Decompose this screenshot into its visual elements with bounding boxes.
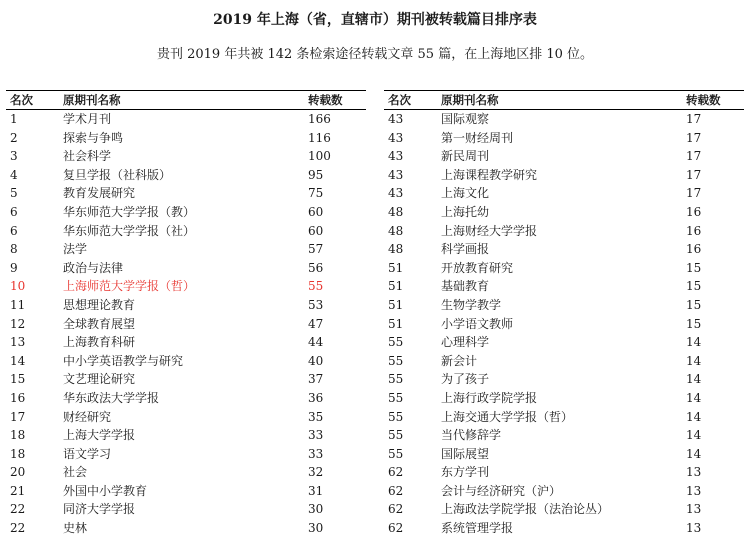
rank-cell: 9: [10, 260, 18, 275]
table-row: [384, 110, 744, 129]
journal-name-cell: 会计与经济研究（沪）: [441, 483, 562, 498]
count-cell: 166: [308, 112, 331, 126]
rank-cell: 22: [10, 521, 26, 536]
ranking-table-right: [384, 90, 744, 538]
table-row: [6, 426, 366, 445]
rank-cell: 20: [10, 465, 26, 480]
count-cell: 14: [686, 446, 702, 461]
rank-cell: 62: [388, 502, 404, 517]
table-header: [6, 90, 366, 110]
count-cell: 53: [308, 297, 324, 312]
rank-cell: 51: [388, 316, 404, 331]
table-row-highlighted: [6, 277, 366, 296]
rank-cell: 51: [388, 297, 404, 312]
count-cell: 13: [686, 502, 702, 517]
journal-name-cell: 上海教育科研: [63, 335, 136, 350]
rank-cell: 48: [388, 204, 404, 219]
count-cell: 15: [686, 260, 702, 275]
journal-name-cell: 上海交通大学学报（哲）: [441, 409, 574, 424]
table-row: [384, 408, 744, 427]
count-cell: 14: [686, 353, 702, 368]
journal-name-cell: 上海托幼: [441, 204, 490, 219]
count-cell: 30: [308, 502, 324, 517]
journal-name-cell: 华东师范大学学报（教）: [63, 204, 196, 219]
journal-name-cell: 学术月刊: [63, 112, 112, 126]
journal-name-cell: 当代修辞学: [441, 428, 502, 443]
table-row: [6, 333, 366, 352]
rank-cell: 6: [10, 223, 18, 238]
journal-name-cell: 同济大学学报: [63, 502, 136, 517]
journal-name-cell: 基础教育: [441, 279, 490, 294]
table-row: [6, 222, 366, 241]
rank-cell: 55: [388, 428, 404, 443]
table-row: [384, 203, 744, 222]
rank-cell: 3: [10, 149, 18, 164]
rank-cell: 43: [388, 149, 404, 164]
rank-cell: 18: [10, 446, 26, 461]
table-row: [384, 277, 744, 296]
rank-cell: 48: [388, 242, 404, 257]
count-cell: 15: [686, 279, 702, 294]
table-row: [384, 519, 744, 538]
table-body-left: [6, 110, 366, 538]
count-cell: 15: [686, 316, 702, 331]
rank-cell: 55: [388, 446, 404, 461]
rank-cell: 5: [10, 186, 18, 201]
rank-cell: 14: [10, 353, 26, 368]
rank-cell: 62: [388, 483, 404, 498]
count-cell: 75: [308, 186, 324, 201]
journal-name-cell: 上海文化: [441, 186, 490, 201]
rank-cell: 51: [388, 260, 404, 275]
table-row: [6, 184, 366, 203]
journal-name-cell: 上海行政学院学报: [441, 390, 538, 405]
journal-name-cell: 上海财经大学学报: [441, 223, 538, 238]
count-cell: 16: [686, 242, 702, 257]
rank-column-header: 名次: [388, 93, 411, 107]
count-cell: 16: [686, 204, 702, 219]
count-cell: 14: [686, 372, 702, 387]
rank-cell: 18: [10, 428, 26, 443]
table-row: [384, 315, 744, 334]
journal-name-cell: 上海政法学院学报（法治论丛）: [441, 502, 610, 517]
table-row: [384, 222, 744, 241]
count-cell: 30: [308, 521, 324, 536]
count-cell: 33: [308, 428, 324, 443]
count-cell: 44: [308, 335, 324, 350]
journal-name-cell: 语文学习: [63, 446, 112, 461]
count-cell: 100: [308, 149, 331, 164]
journal-name-cell: 第一财经周刊: [441, 130, 514, 145]
table-header: [384, 90, 744, 110]
count-cell: 36: [308, 390, 324, 405]
page-subtitle: 贵刊 2019 年共被 142 条检索途径转载文章 55 篇，在上海地区排 10 位。: [156, 47, 594, 62]
journal-name-cell: 华东师范大学学报（社）: [63, 223, 196, 238]
count-cell: 33: [308, 446, 324, 461]
table-row: [384, 166, 744, 185]
count-cell: 17: [686, 130, 702, 145]
count-cell: 16: [686, 223, 702, 238]
journal-name-cell: 上海大学学报: [63, 428, 136, 443]
table-row: [384, 370, 744, 389]
table-row: [6, 203, 366, 222]
table-row: [384, 129, 744, 148]
table-row: [6, 463, 366, 482]
count-cell: 116: [308, 130, 331, 145]
journal-name-cell: 小学语文教师: [441, 316, 514, 331]
count-cell: 13: [686, 465, 702, 480]
table-body-right: [384, 110, 744, 538]
journal-name-cell: 文艺理论研究: [63, 372, 136, 387]
rank-cell: 1: [10, 112, 18, 126]
count-cell: 47: [308, 316, 324, 331]
journal-name-cell: 华东政法大学学报: [63, 390, 160, 405]
journal-name-cell: 复旦学报（社科版）: [63, 167, 172, 182]
count-cell: 13: [686, 483, 702, 498]
count-cell: 35: [308, 409, 324, 424]
journal-name-cell: 全球教育展望: [63, 316, 136, 331]
name-column-header: 原期刊名称: [441, 93, 499, 107]
table-row: [6, 240, 366, 259]
journal-name-cell: 系统管理学报: [441, 521, 514, 536]
rank-cell: 51: [388, 279, 404, 294]
count-cell: 55: [308, 279, 324, 294]
table-row: [384, 147, 744, 166]
rank-cell: 55: [388, 409, 404, 424]
rank-cell: 2: [10, 130, 18, 145]
journal-name-cell: 生物学教学: [441, 297, 502, 312]
count-cell: 17: [686, 186, 702, 201]
journal-name-cell: 上海师范大学学报（哲）: [63, 279, 196, 294]
rank-cell: 62: [388, 465, 404, 480]
count-cell: 14: [686, 335, 702, 350]
table-row: [6, 482, 366, 501]
count-cell: 56: [308, 260, 324, 275]
table-row: [384, 426, 744, 445]
rank-cell: 55: [388, 353, 404, 368]
count-column-header: 转载数: [686, 93, 721, 107]
ranking-table-left: [6, 90, 366, 538]
journal-name-cell: 东方学刊: [441, 465, 490, 480]
rank-cell: 8: [10, 242, 18, 257]
rank-cell: 15: [10, 372, 26, 387]
journal-name-cell: 社会: [63, 465, 88, 480]
count-cell: 17: [686, 112, 702, 126]
journal-name-cell: 财经研究: [63, 409, 112, 424]
rank-cell: 10: [10, 279, 26, 294]
count-cell: 57: [308, 242, 324, 257]
table-row: [6, 259, 366, 278]
table-row: [384, 500, 744, 519]
rank-cell: 55: [388, 372, 404, 387]
table-row: [384, 445, 744, 464]
table-row: [384, 463, 744, 482]
rank-cell: 13: [10, 335, 26, 350]
journal-name-cell: 教育发展研究: [63, 186, 136, 201]
table-row: [384, 240, 744, 259]
table-row: [384, 333, 744, 352]
journal-name-cell: 科学画报: [441, 242, 490, 257]
count-cell: 14: [686, 409, 702, 424]
journal-name-cell: 思想理论教育: [63, 297, 136, 312]
count-cell: 32: [308, 465, 324, 480]
rank-cell: 43: [388, 167, 404, 182]
journal-name-cell: 史林: [63, 521, 88, 536]
name-column-header: 原期刊名称: [63, 93, 121, 107]
journal-name-cell: 开放教育研究: [441, 260, 514, 275]
table-row: [6, 500, 366, 519]
rank-cell: 17: [10, 409, 26, 424]
count-cell: 14: [686, 428, 702, 443]
rank-cell: 6: [10, 204, 18, 219]
count-cell: 37: [308, 372, 324, 387]
table-row: [6, 370, 366, 389]
rank-cell: 11: [10, 297, 26, 312]
rank-cell: 22: [10, 502, 26, 517]
count-column-header: 转载数: [308, 93, 343, 107]
journal-name-cell: 外国中小学教育: [63, 483, 148, 498]
table-row: [384, 389, 744, 408]
journal-name-cell: 新会计: [441, 353, 478, 368]
count-cell: 17: [686, 167, 702, 182]
count-cell: 60: [308, 204, 324, 219]
count-cell: 13: [686, 521, 702, 536]
table-row: [6, 445, 366, 464]
table-row: [384, 296, 744, 315]
table-row: [6, 315, 366, 334]
table-row: [6, 519, 366, 538]
journal-name-cell: 国际观察: [441, 112, 490, 126]
table-row: [384, 184, 744, 203]
rank-cell: 12: [10, 316, 26, 331]
rank-column-header: 名次: [10, 93, 33, 107]
table-row: [6, 352, 366, 371]
journal-name-cell: 国际展望: [441, 446, 490, 461]
table-row: [384, 482, 744, 501]
table-row: [6, 296, 366, 315]
table-row: [6, 110, 366, 129]
rank-cell: 43: [388, 130, 404, 145]
journal-name-cell: 心理科学: [441, 335, 490, 350]
count-cell: 15: [686, 297, 702, 312]
rank-cell: 48: [388, 223, 404, 238]
page-title: 2019 年上海（省，直辖市）期刊被转载篇目排序表: [213, 12, 537, 28]
table-row: [6, 408, 366, 427]
journal-name-cell: 政治与法律: [63, 260, 124, 275]
journal-name-cell: 探索与争鸣: [63, 130, 124, 145]
count-cell: 95: [308, 167, 324, 182]
rank-cell: 16: [10, 390, 26, 405]
count-cell: 60: [308, 223, 324, 238]
rank-cell: 43: [388, 112, 404, 126]
rank-cell: 21: [10, 483, 26, 498]
rank-cell: 55: [388, 390, 404, 405]
journal-name-cell: 社会科学: [63, 149, 112, 164]
table-row: [6, 166, 366, 185]
journal-name-cell: 上海课程教学研究: [441, 167, 538, 182]
rank-cell: 55: [388, 335, 404, 350]
rank-cell: 43: [388, 186, 404, 201]
table-row: [6, 129, 366, 148]
table-row: [384, 352, 744, 371]
table-row: [6, 389, 366, 408]
count-cell: 40: [308, 353, 324, 368]
journal-name-cell: 新民周刊: [441, 149, 490, 164]
journal-name-cell: 为了孩子: [441, 372, 490, 387]
count-cell: 14: [686, 390, 702, 405]
rank-cell: 62: [388, 521, 404, 536]
table-row: [6, 147, 366, 166]
count-cell: 31: [308, 483, 324, 498]
table-row: [384, 259, 744, 278]
rank-cell: 4: [10, 167, 18, 182]
journal-name-cell: 中小学英语教学与研究: [63, 353, 184, 368]
journal-name-cell: 法学: [63, 242, 88, 257]
count-cell: 17: [686, 149, 702, 164]
